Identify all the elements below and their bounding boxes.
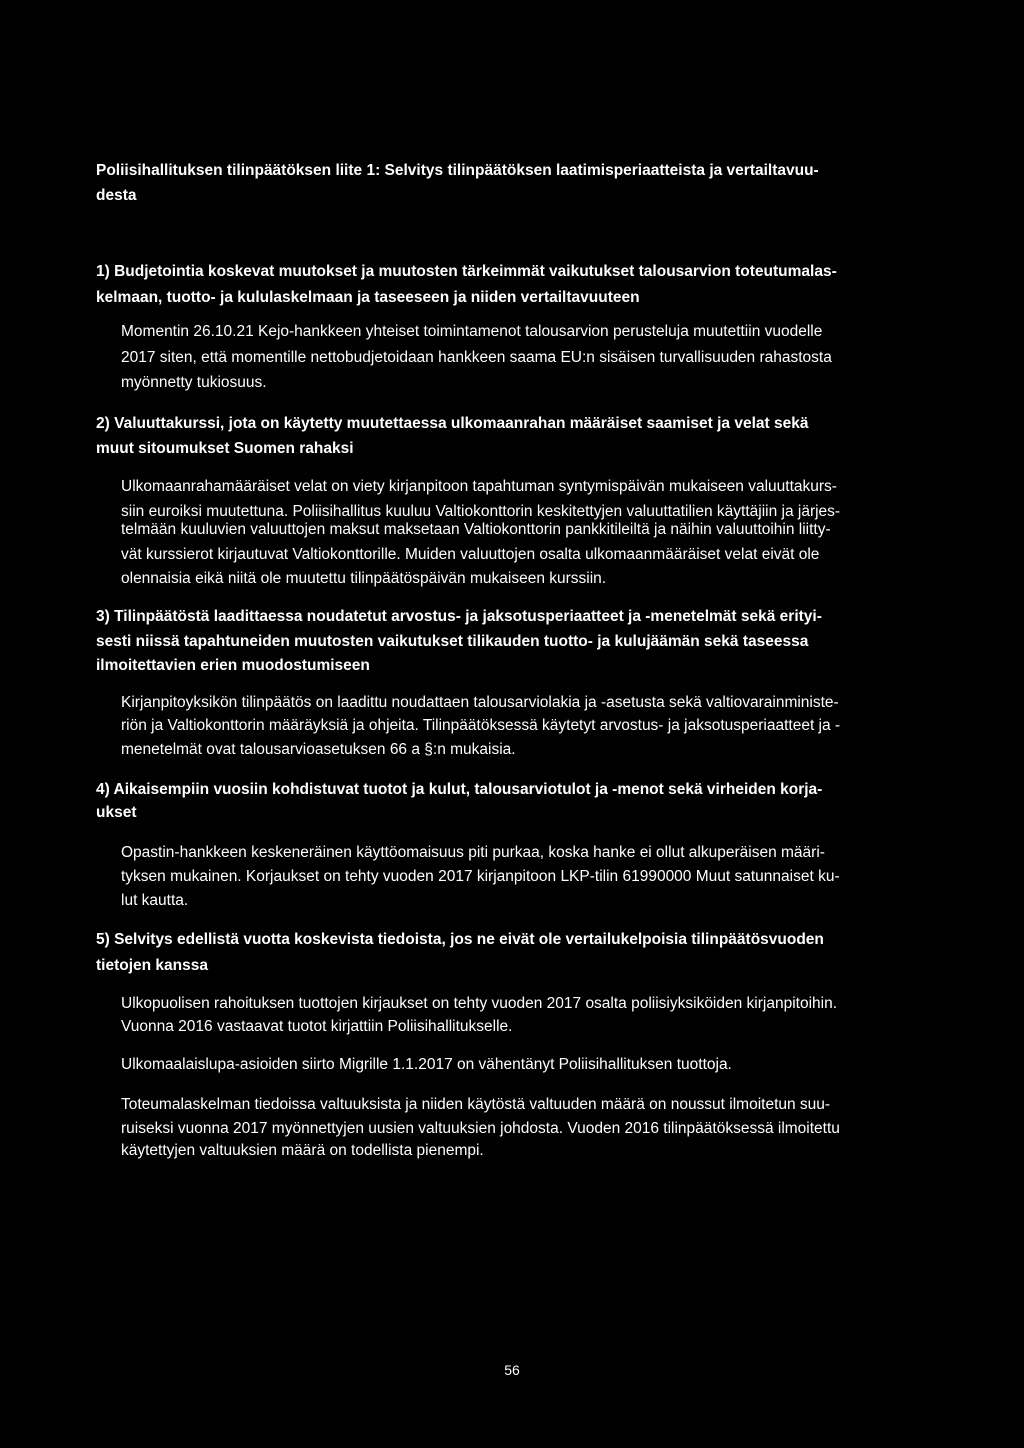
section-3-heading-line-3: ilmoitettavien erien muodostumiseen [96, 657, 370, 674]
section-3-heading-line-1: 3) Tilinpäätöstä laadittaessa noudatetut arvostus- ja jaksotusperiaatteet ja -menetelmät sekä erityi- [96, 608, 822, 625]
section-2-paragraph-line-4: vät kurssierot kirjautuvat Valtiokonttorille. Muiden valuuttojen osalta ulkomaanmääräiset velat eivät ole [121, 546, 820, 563]
section-2-paragraph-line-1: Ulkomaanrahamääräiset velat on viety kirjanpitoon tapahtuman syntymispäivän mukaiseen valuuttakurs- [121, 478, 837, 495]
section-1-paragraph-line-2: 2017 siten, että momentille nettobudjetoidaan hankkeen saama EU:n sisäisen turvallisuuden rahastosta [121, 349, 832, 366]
section-1-paragraph-line-3: myönnetty tukiosuus. [121, 374, 267, 391]
section-2-paragraph-line-5: olennaisia eikä niitä ole muutettu tilinpäätöspäivän mukaiseen kurssiin. [121, 570, 607, 587]
section-5-paragraph-3-line-3: käytettyjen valtuuksien määrä on todellista pienempi. [121, 1142, 484, 1159]
section-1-heading-line-2: kelmaan, tuotto- ja kululaskelmaan ja taseeseen ja niiden vertailtavuuteen [96, 289, 640, 306]
section-4-paragraph-line-2: tyksen mukainen. Korjaukset on tehty vuoden 2017 kirjanpitoon LKP-tilin 61990000 Muut satunnaiset ku- [121, 868, 840, 885]
section-4-paragraph-line-1: Opastin-hankkeen keskeneräinen käyttöomaisuus piti purkaa, koska hanke ei ollut alkuperäisen määri- [121, 844, 825, 861]
section-5-heading-line-1: 5) Selvitys edellistä vuotta koskevista tiedoista, jos ne eivät ole vertailukelpoisia tilinpäätösvuoden [96, 931, 824, 948]
page-number: 56 [504, 1362, 520, 1378]
document-title-line-2: desta [96, 187, 137, 204]
section-2-heading-line-1: 2) Valuuttakurssi, jota on käytetty muutettaessa ulkomaanrahan määräiset saamiset ja velat sekä [96, 415, 809, 432]
section-2-heading-line-2: muut sitoumukset Suomen rahaksi [96, 440, 354, 457]
section-1-paragraph-line-1: Momentin 26.10.21 Kejo-hankkeen yhteiset toimintamenot talousarvion perusteluja muutettiin vuodelle [121, 323, 823, 340]
section-2-paragraph-line-3: telmään kuuluvien valuuttojen maksut maksetaan Valtiokonttorin pankkitileiltä ja näihin valuuttoihin liitty- [121, 521, 831, 538]
section-4-heading-line-2: ukset [96, 804, 137, 821]
section-5-paragraph-3-line-1: Toteumalaskelman tiedoissa valtuuksista ja niiden käytöstä valtuuden määrä on noussut ilmoitetun suu- [121, 1096, 831, 1113]
section-3-paragraph-line-2: riön ja Valtiokonttorin määräyksiä ja ohjeita. Tilinpäätöksessä käytetyt arvostus- ja jaksotusperiaatteet ja - [121, 717, 841, 734]
section-5-paragraph-2-line-1: Ulkomaalaislupa-asioiden siirto Migrille 1.1.2017 on vähentänyt Poliisihallituksen tuottoja. [121, 1056, 732, 1073]
section-4-paragraph-line-3: lut kautta. [121, 892, 189, 909]
section-3-paragraph-line-1: Kirjanpitoyksikön tilinpäätös on laadittu noudattaen talousarviolakia ja -asetusta sekä valtiovarainministe- [121, 694, 839, 711]
section-2-paragraph-line-2: siin euroiksi muutettuna. Poliisihallitus kuuluu Valtiokonttorin keskitettyjen valuuttatilien käyttäjiin ja järjes- [121, 503, 841, 520]
section-5-paragraph-1-line-1: Ulkopuolisen rahoituksen tuottojen kirjaukset on tehty vuoden 2017 osalta poliisiyksiköiden kirjanpitoihin. [121, 995, 838, 1012]
section-3-paragraph-line-3: menetelmät ovat talousarvioasetuksen 66 a §:n mukaisia. [121, 741, 516, 758]
section-5-paragraph-1-line-2: Vuonna 2016 vastaavat tuotot kirjattiin Poliisihallitukselle. [121, 1018, 513, 1035]
section-5-paragraph-3-line-2: ruiseksi vuonna 2017 myönnettyjen uusien valtuuksien johdosta. Vuoden 2016 tilinpäätöksessä ilmoitettu [121, 1120, 840, 1137]
section-1-heading-line-1: 1) Budjetointia koskevat muutokset ja muutosten tärkeimmät vaikutukset talousarvion toteutumalas- [96, 263, 837, 280]
section-4-heading-line-1: 4) Aikaisempiin vuosiin kohdistuvat tuotot ja kulut, talousarviotulot ja -menot sekä virheiden korja- [96, 781, 823, 798]
section-5-heading-line-2: tietojen kanssa [96, 957, 208, 974]
section-3-heading-line-2: sesti niissä tapahtuneiden muutosten vaikutukset tilikauden tuotto- ja kulujäämän sekä taseessa [96, 633, 809, 650]
document-title-line-1: Poliisihallituksen tilinpäätöksen liite 1: Selvitys tilinpäätöksen laatimisperiaatteista ja vertailtavuu- [96, 162, 819, 179]
